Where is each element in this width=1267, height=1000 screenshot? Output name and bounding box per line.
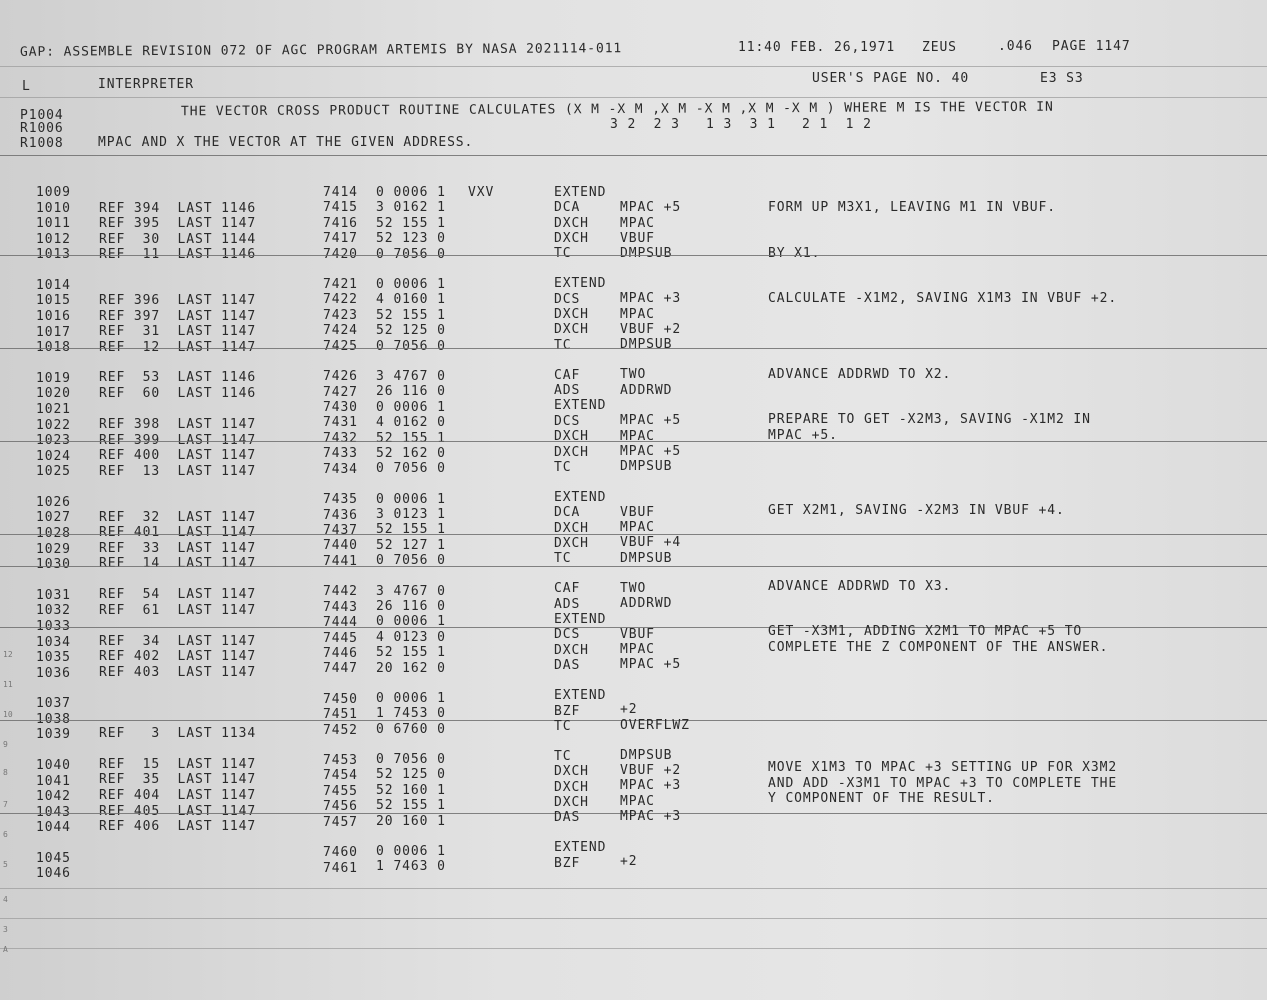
- row-address: 7432: [323, 430, 358, 446]
- row-octal-code: 20 160 1: [376, 813, 446, 829]
- row-ref-field: REF 405 LAST 1147: [99, 803, 257, 819]
- header-code: .046: [998, 39, 1033, 54]
- row-line-number: 1009: [36, 184, 71, 200]
- row-line-number: 1027: [36, 510, 71, 526]
- gutter-mark: A: [3, 945, 8, 954]
- row-line-number: 1029: [36, 541, 71, 557]
- intro-label-2: R1006: [20, 121, 64, 136]
- row-ref-field: REF 13 LAST 1147: [99, 463, 257, 479]
- row-address: 7446: [323, 646, 358, 662]
- row-opcode: DAS: [554, 810, 581, 826]
- row-opcode: ADS: [554, 596, 581, 612]
- row-opcode: EXTEND: [554, 398, 607, 414]
- intro-line-1: THE VECTOR CROSS PRODUCT ROUTINE CALCULATES (X M -X M ,X M -X M ,X M -X M ) WHERE M IS THE VECTOR IN: [180, 99, 1054, 120]
- row-opcode: DXCH: [554, 444, 589, 460]
- row-address: 7453: [323, 752, 358, 768]
- row-line-number: 1021: [36, 401, 71, 417]
- row-line-number: 1013: [36, 247, 71, 263]
- row-operand: MPAC: [620, 306, 655, 322]
- row-operand: MPAC: [620, 793, 655, 809]
- row-operand: MPAC +3: [620, 809, 682, 825]
- row-ref-field: REF 31 LAST 1147: [99, 324, 257, 340]
- row-line-number: 1041: [36, 773, 71, 789]
- row-address: 7421: [323, 277, 358, 293]
- row-line-number: 1020: [36, 386, 71, 402]
- gutter-mark: 8: [3, 768, 8, 777]
- row-opcode: DCS: [554, 627, 581, 643]
- row-operand: ADDRWD: [620, 595, 673, 611]
- row-octal-code: 0 0006 1: [376, 491, 446, 507]
- row-address: 7443: [323, 599, 358, 615]
- row-ref-field: REF 398 LAST 1147: [99, 417, 257, 433]
- row-octal-code: 0 7056 0: [376, 246, 446, 262]
- row-line-number: 1026: [36, 494, 71, 510]
- row-opcode: DCA: [554, 505, 581, 521]
- row-line-number: 1035: [36, 650, 71, 666]
- row-line-number: 1019: [36, 370, 71, 386]
- row-ref-field: REF 53 LAST 1146: [99, 370, 257, 386]
- row-address: 7425: [323, 338, 358, 354]
- row-octal-code: 0 7056 0: [376, 752, 446, 768]
- row-operand: MPAC +3: [620, 291, 682, 307]
- row-opcode: DXCH: [554, 535, 589, 551]
- row-ref-field: REF 395 LAST 1147: [99, 216, 257, 232]
- gutter-mark: 7: [3, 800, 8, 809]
- row-operand: DMPSUB: [620, 459, 673, 475]
- row-opcode: CAF: [554, 581, 581, 597]
- blank-rule: [0, 888, 1267, 889]
- row-line-number: 1044: [36, 820, 71, 836]
- row-operand: VBUF +4: [620, 535, 682, 551]
- header-site: ZEUS: [922, 40, 957, 55]
- row-operand: DMPSUB: [620, 246, 673, 262]
- row-octal-code: 1 7463 0: [376, 859, 446, 875]
- subheader-l: L: [22, 79, 31, 94]
- row-line-number: 1037: [36, 696, 71, 712]
- row-octal-code: 0 0006 1: [376, 184, 446, 200]
- row-octal-code: 0 7056 0: [376, 338, 446, 354]
- row-octal-code: 4 0123 0: [376, 629, 446, 645]
- row-separator: [0, 348, 1267, 349]
- row-operand: DMPSUB: [620, 337, 673, 353]
- row-ref-field: REF 35 LAST 1147: [99, 772, 257, 788]
- row-address: 7435: [323, 492, 358, 508]
- row-comment: AND ADD -X3M1 TO MPAC +3 TO COMPLETE THE: [768, 775, 1118, 791]
- row-line-number: 1030: [36, 557, 71, 573]
- row-address: 7442: [323, 584, 358, 600]
- row-address: 7445: [323, 630, 358, 646]
- gutter-mark: 9: [3, 740, 8, 749]
- row-opcode: DXCH: [554, 215, 589, 231]
- row-line-number: 1043: [36, 804, 71, 820]
- row-comment: Y COMPONENT OF THE RESULT.: [768, 790, 995, 806]
- row-operand: +2: [620, 854, 638, 870]
- row-operand: MPAC: [620, 641, 655, 657]
- row-operand: ADDRWD: [620, 382, 673, 398]
- row-comment: ADVANCE ADDRWD TO X3.: [768, 578, 952, 594]
- row-operand: MPAC +5: [620, 657, 682, 673]
- gutter-mark: 5: [3, 860, 8, 869]
- row-operand: MPAC +5: [620, 443, 682, 459]
- row-ref-field: REF 404 LAST 1147: [99, 787, 257, 803]
- row-ref-field: REF 401 LAST 1147: [99, 525, 257, 541]
- row-ref-field: REF 12 LAST 1147: [99, 339, 257, 355]
- header-time: 11:40 FEB. 26,1971: [738, 40, 896, 55]
- row-octal-code: 4 0160 1: [376, 292, 446, 308]
- row-line-number: 1036: [36, 665, 71, 681]
- row-ref-field: REF 402 LAST 1147: [99, 649, 257, 665]
- row-line-number: 1022: [36, 417, 71, 433]
- row-opcode: TC: [554, 718, 572, 734]
- row-line-number: 1046: [36, 866, 71, 882]
- intro-subscripts: 3 2 2 3 1 3 3 1 2 1 1 2: [610, 117, 872, 132]
- row-opcode: DCS: [554, 291, 581, 307]
- row-opcode: TC: [554, 551, 572, 567]
- row-separator: [0, 566, 1267, 567]
- row-opcode: EXTEND: [554, 184, 607, 200]
- row-ref-field: REF 406 LAST 1147: [99, 819, 257, 835]
- row-opcode: DXCH: [554, 520, 589, 536]
- row-opcode: ADS: [554, 383, 581, 399]
- row-octal-code: 3 4767 0: [376, 583, 446, 599]
- row-operand: VBUF: [620, 504, 655, 520]
- row-ref-field: REF 397 LAST 1147: [99, 308, 257, 324]
- row-address: 7444: [323, 615, 358, 631]
- row-address: 7441: [323, 553, 358, 569]
- row-comment: PREPARE TO GET -X2M3, SAVING -X1M2 IN: [768, 412, 1091, 428]
- row-opcode: BZF: [554, 703, 581, 719]
- row-address: 7416: [323, 215, 358, 231]
- row-opcode: DXCH: [554, 764, 589, 780]
- row-octal-code: 52 125 0: [376, 767, 446, 783]
- row-address: 7431: [323, 415, 358, 431]
- row-line-number: 1033: [36, 618, 71, 634]
- row-opcode: DXCH: [554, 230, 589, 246]
- row-line-number: 1023: [36, 433, 71, 449]
- row-comment: ADVANCE ADDRWD TO X2.: [768, 366, 952, 382]
- row-octal-code: 52 162 0: [376, 445, 446, 461]
- row-address: 7415: [323, 200, 358, 216]
- row-octal-code: 0 7056 0: [376, 553, 446, 569]
- intro-line-3: MPAC AND X THE VECTOR AT THE GIVEN ADDRESS.: [98, 135, 474, 150]
- row-octal-code: 52 123 0: [376, 231, 446, 247]
- row-comment: FORM UP M3X1, LEAVING M1 IN VBUF.: [768, 200, 1056, 216]
- row-comment: GET X2M1, SAVING -X2M3 IN VBUF +4.: [768, 503, 1065, 519]
- gutter-mark: 10: [3, 710, 13, 719]
- row-ref-field: REF 34 LAST 1147: [99, 633, 257, 649]
- row-operand: MPAC +3: [620, 778, 682, 794]
- row-octal-code: 52 155 1: [376, 522, 446, 538]
- row-ref-field: REF 394 LAST 1146: [99, 200, 257, 216]
- row-address: 7456: [323, 799, 358, 815]
- row-address: 7414: [323, 184, 358, 200]
- row-comment: BY X1.: [768, 245, 821, 261]
- row-octal-code: 26 116 0: [376, 599, 446, 614]
- blank-rule: [0, 918, 1267, 919]
- row-line-number: 1042: [36, 789, 71, 805]
- row-opcode: EXTEND: [554, 489, 607, 505]
- row-octal-code: 0 6760 0: [376, 721, 446, 737]
- row-ref-field: REF 61 LAST 1147: [99, 602, 257, 618]
- row-address: 7423: [323, 307, 358, 323]
- row-operand: TWO: [620, 580, 647, 596]
- row-line-number: 1016: [36, 309, 71, 325]
- row-octal-code: 3 4767 0: [376, 368, 446, 384]
- row-ref-field: REF 54 LAST 1147: [99, 586, 257, 602]
- row-comment: CALCULATE -X1M2, SAVING X1M3 IN VBUF +2.: [768, 290, 1118, 306]
- row-operand: TWO: [620, 367, 647, 383]
- row-address: 7427: [323, 384, 358, 400]
- row-octal-code: 0 7056 0: [376, 461, 446, 477]
- row-address: 7436: [323, 507, 358, 523]
- row-address: 7433: [323, 446, 358, 462]
- row-ref-field: REF 403 LAST 1147: [99, 664, 257, 680]
- row-address: 7450: [323, 691, 358, 707]
- row-address: 7420: [323, 246, 358, 262]
- row-address: 7417: [323, 231, 358, 247]
- subheader-ref: E3 S3: [1040, 71, 1084, 86]
- row-octal-code: 1 7453 0: [376, 706, 446, 722]
- row-operand: MPAC: [620, 428, 655, 444]
- row-line-number: 1028: [36, 526, 71, 542]
- row-line-number: 1038: [36, 711, 71, 727]
- row-opcode: EXTEND: [554, 688, 607, 704]
- row-octal-code: 52 155 1: [376, 307, 446, 323]
- row-octal-code: 52 160 1: [376, 782, 446, 798]
- intro-label-1: P1004: [20, 108, 64, 123]
- row-comment: MOVE X1M3 TO MPAC +3 SETTING UP FOR X3M2: [768, 760, 1118, 776]
- row-address: 7452: [323, 722, 358, 738]
- row-ref-field: REF 396 LAST 1147: [99, 293, 257, 309]
- row-opcode: DXCH: [554, 322, 589, 338]
- row-line-number: 1032: [36, 603, 71, 619]
- row-operand: OVERFLWZ: [620, 717, 690, 733]
- row-line-number: 1045: [36, 850, 71, 866]
- row-opcode: TC: [554, 246, 572, 262]
- row-operand: VBUF: [620, 230, 655, 246]
- row-operand: +2: [620, 702, 638, 718]
- row-opcode: DCS: [554, 413, 581, 429]
- row-octal-code: 0 0006 1: [376, 690, 446, 706]
- row-line-number: 1025: [36, 464, 71, 480]
- row-opcode: CAF: [554, 367, 581, 383]
- row-separator: [0, 255, 1267, 256]
- row-opcode: DCA: [554, 200, 581, 216]
- row-ref-field: REF 15 LAST 1147: [99, 756, 257, 772]
- row-line-number: 1017: [36, 324, 71, 340]
- row-opcode: TC: [554, 748, 572, 764]
- row-opcode: TC: [554, 459, 572, 475]
- row-octal-code: 52 127 1: [376, 537, 446, 553]
- row-line-number: 1014: [36, 277, 71, 293]
- row-octal-code: 4 0162 0: [376, 415, 446, 431]
- row-address: 7430: [323, 400, 358, 416]
- row-ref-field: REF 11 LAST 1146: [99, 247, 257, 263]
- row-line-number: 1015: [36, 293, 71, 309]
- row-operand: MPAC: [620, 519, 655, 535]
- row-address: 7440: [323, 538, 358, 554]
- row-opcode: DAS: [554, 658, 581, 674]
- row-octal-code: 52 155 1: [376, 645, 446, 661]
- row-comment: MPAC +5.: [768, 427, 838, 443]
- row-address: 7434: [323, 461, 358, 477]
- row-ref-field: REF 400 LAST 1147: [99, 448, 257, 464]
- header-gap: GAP: ASSEMBLE REVISION 072 OF AGC PROGRAM ARTEMIS BY NASA 2021114-011: [19, 41, 623, 60]
- subheader-section: INTERPRETER: [98, 77, 194, 92]
- row-address: 7451: [323, 707, 358, 723]
- row-line-number: 1031: [36, 587, 71, 603]
- row-octal-code: 3 0123 1: [376, 507, 446, 523]
- row-address: 7457: [323, 814, 358, 830]
- gutter-mark: 6: [3, 830, 8, 839]
- row-operand: DMPSUB: [620, 550, 673, 566]
- row-octal-code: 0 0006 1: [376, 399, 446, 415]
- row-address: 7422: [323, 292, 358, 308]
- row-operand: MPAC: [620, 215, 655, 231]
- row-octal-code: 26 116 0: [376, 384, 446, 400]
- row-address: 7426: [323, 369, 358, 385]
- subheader-users-page: USER'S PAGE NO. 40: [812, 71, 970, 86]
- gutter-mark: 3: [3, 925, 8, 934]
- row-octal-code: 20 162 0: [376, 660, 446, 676]
- row-comment: COMPLETE THE Z COMPONENT OF THE ANSWER.: [768, 639, 1109, 655]
- row-ref-field: REF 14 LAST 1147: [99, 556, 257, 572]
- gutter-mark: 4: [3, 895, 8, 904]
- row-address: 7455: [323, 783, 358, 799]
- row-label: VXV: [468, 184, 495, 200]
- row-octal-code: 3 0162 1: [376, 200, 446, 216]
- row-ref-field: REF 32 LAST 1147: [99, 509, 257, 525]
- intro-label-3: R1008: [20, 136, 64, 151]
- row-opcode: EXTEND: [554, 276, 607, 292]
- row-octal-code: 52 155 1: [376, 430, 446, 446]
- row-line-number: 1010: [36, 200, 71, 216]
- row-address: 7454: [323, 768, 358, 784]
- row-opcode: BZF: [554, 855, 581, 871]
- row-line-number: 1012: [36, 231, 71, 247]
- row-opcode: TC: [554, 337, 572, 353]
- row-address: 7447: [323, 661, 358, 677]
- row-address: 7460: [323, 845, 358, 861]
- row-address: 7437: [323, 523, 358, 539]
- gutter-mark: 11: [3, 680, 13, 689]
- row-operand: MPAC +5: [620, 413, 682, 429]
- row-octal-code: 0 0006 1: [376, 614, 446, 630]
- row-line-number: 1018: [36, 340, 71, 356]
- row-opcode: DXCH: [554, 642, 589, 658]
- row-ref-field: REF 60 LAST 1146: [99, 385, 257, 401]
- row-operand: VBUF +2: [620, 322, 682, 338]
- row-octal-code: 52 155 1: [376, 798, 446, 814]
- row-ref-field: REF 33 LAST 1147: [99, 540, 257, 556]
- row-line-number: 1024: [36, 448, 71, 464]
- row-separator: [0, 441, 1267, 442]
- row-line-number: 1039: [36, 727, 71, 743]
- row-line-number: 1034: [36, 634, 71, 650]
- row-operand: DMPSUB: [620, 747, 673, 763]
- row-octal-code: 0 0006 1: [376, 276, 446, 292]
- row-address: 7461: [323, 860, 358, 876]
- row-ref-field: REF 3 LAST 1134: [99, 726, 257, 742]
- row-ref-field: REF 30 LAST 1144: [99, 231, 257, 247]
- blank-rule: [0, 948, 1267, 949]
- gutter-mark: 12: [3, 650, 13, 659]
- row-operand: VBUF: [620, 626, 655, 642]
- row-line-number: 1011: [36, 216, 71, 232]
- row-opcode: EXTEND: [554, 612, 607, 628]
- row-octal-code: 0 0006 1: [376, 844, 446, 859]
- row-ref-field: REF 399 LAST 1147: [99, 432, 257, 448]
- row-line-number: 1040: [36, 757, 71, 773]
- row-opcode: DXCH: [554, 779, 589, 795]
- row-address: 7424: [323, 323, 358, 339]
- row-octal-code: 52 155 1: [376, 215, 446, 231]
- row-comment: GET -X3M1, ADDING X2M1 TO MPAC +5 TO: [768, 624, 1083, 640]
- row-opcode: EXTEND: [554, 840, 607, 856]
- row-opcode: DXCH: [554, 794, 589, 810]
- header-page: PAGE 1147: [1052, 39, 1131, 54]
- row-octal-code: 52 125 0: [376, 323, 446, 339]
- row-opcode: DXCH: [554, 429, 589, 445]
- row-operand: MPAC +5: [620, 200, 682, 216]
- row-operand: VBUF +2: [620, 763, 682, 779]
- row-opcode: DXCH: [554, 307, 589, 323]
